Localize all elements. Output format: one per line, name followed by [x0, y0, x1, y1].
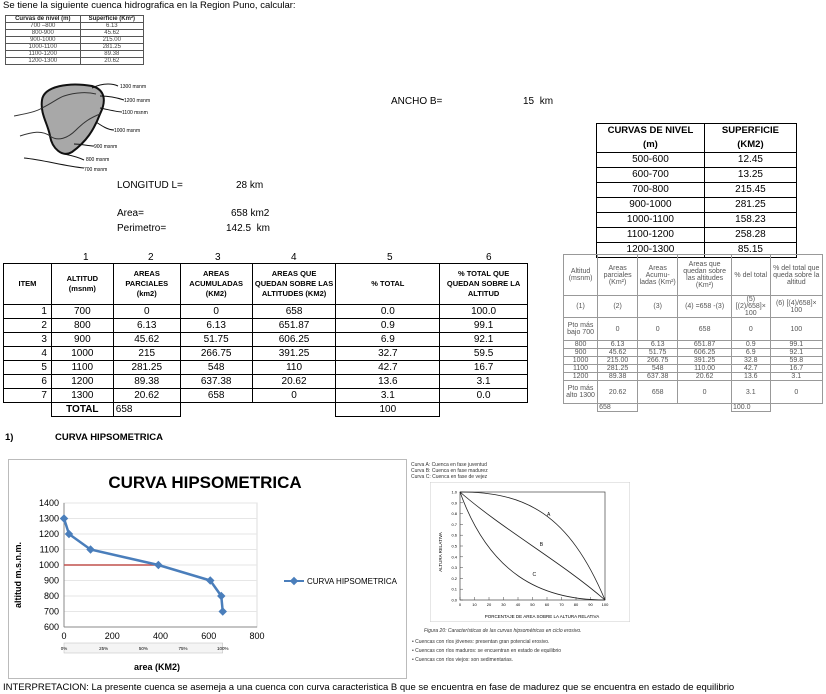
data-point	[154, 561, 162, 569]
cell: 20.62	[252, 375, 336, 389]
cell: 100.0	[731, 404, 770, 412]
cell: 3.1	[770, 373, 822, 381]
cell: 900	[564, 349, 598, 357]
table-row	[597, 213, 797, 228]
total-row	[4, 403, 528, 417]
y-tick-label: 1300	[38, 513, 59, 524]
cell: 20.62	[678, 373, 732, 381]
cell: 6	[4, 375, 52, 389]
scan-header: Areas parciales (Km²)	[598, 255, 638, 296]
longitud-label: LONGITUD L=	[117, 180, 183, 191]
cell: 1200-1300	[6, 58, 81, 65]
y-tick-label: 800	[43, 591, 59, 601]
cell: 59.8	[770, 357, 822, 365]
scan-table	[563, 254, 823, 412]
cell: 0	[770, 381, 822, 404]
bullet-item: • Cuencas con ríos jóvenes: presentan gran potencial erosivo.	[412, 639, 550, 645]
figure-bullets	[412, 638, 561, 665]
figure-curve	[460, 492, 605, 600]
y-tick-label: 1200	[38, 529, 59, 539]
blank-cell	[770, 404, 822, 412]
cell: 6.13	[180, 319, 252, 333]
caption-line: Curva B: Cuenca en fase madurez	[411, 468, 488, 474]
figure-y-tick-label: 0.1	[451, 586, 457, 592]
reference-curves	[430, 482, 630, 622]
figure-y-tick-label: 0.7	[451, 521, 457, 527]
cell: 1000	[564, 357, 598, 365]
figure-captions	[411, 462, 488, 480]
longitud-unit: km	[249, 180, 264, 191]
cell: 13.6	[731, 373, 770, 381]
cell: 0	[678, 381, 732, 404]
cell: 215.00	[598, 357, 638, 365]
chart-ticks	[39, 498, 265, 653]
main-header: % TOTAL QUE QUEDAN SOBRE LA ALTITUD	[440, 264, 528, 305]
table-row	[597, 198, 797, 213]
contour-label: 1200 msnm	[124, 98, 151, 104]
cell: 1000-1100	[597, 213, 705, 228]
cell: 700 –800	[6, 23, 81, 30]
cell: 6.13	[638, 341, 678, 349]
blank-cell	[440, 403, 528, 417]
cell: 51.75	[638, 349, 678, 357]
cell: 20.62	[113, 389, 180, 403]
cell: 637.38	[180, 375, 252, 389]
figure-x-tick-label: 40	[515, 602, 521, 607]
cell: 548	[638, 365, 678, 373]
table-row	[4, 361, 528, 375]
cell: 100	[770, 318, 822, 341]
cell: 0	[598, 318, 638, 341]
hypsometric-reference-figure	[410, 460, 635, 670]
blank-cell	[4, 403, 52, 417]
cell: 59.5	[440, 347, 528, 361]
cell: 0	[113, 305, 180, 319]
cell: 215	[113, 347, 180, 361]
table-row	[6, 30, 144, 37]
section-number: 1)	[5, 432, 14, 443]
cell: 89.38	[598, 373, 638, 381]
contour-label: 700 msnm	[84, 167, 108, 173]
cell: 658	[678, 318, 732, 341]
figure-axes	[451, 490, 609, 608]
cell: 658	[252, 305, 336, 319]
cell: 6.13	[113, 319, 180, 333]
cell: 266.75	[638, 357, 678, 365]
cell: 6.9	[336, 333, 440, 347]
figure-y-tick-label: 0.3	[451, 565, 457, 571]
header-text: Se tiene la siguiente cuenca hidrografica en la Region Puno, calcular:	[3, 0, 296, 11]
x-tick-label: 0	[61, 631, 67, 641]
cell: 500-600	[597, 153, 705, 168]
section-title: CURVA HIPSOMETRICA	[55, 432, 164, 443]
data-point	[60, 514, 68, 522]
cell: 6.13	[80, 23, 143, 30]
figure-y-tick-label: 1.0	[451, 489, 457, 495]
chart-svg	[9, 460, 406, 678]
percent-tick-label: 0%	[60, 646, 68, 651]
cell: 0	[731, 318, 770, 341]
area-unit: km2	[250, 208, 270, 219]
scan-sub: (2)	[598, 296, 638, 318]
cell: 4	[4, 347, 52, 361]
contour-label: 800 msnm	[86, 157, 110, 163]
cell: 600-700	[597, 168, 705, 183]
main-header: ALTITUD (msnm)	[51, 264, 113, 305]
cell: 45.62	[80, 30, 143, 37]
cell: 1200-1300	[597, 243, 705, 258]
scan-header: Areas Acumu- ladas (Km²)	[638, 255, 678, 296]
cell: 1100	[51, 361, 113, 375]
table-row	[564, 404, 823, 412]
scan-header: % del total	[731, 255, 770, 296]
table-row	[4, 347, 528, 361]
cell: 85.15	[704, 243, 796, 258]
x-tick-label: 800	[249, 631, 265, 641]
cell: 1100	[564, 365, 598, 373]
scan-sub: (3)	[638, 296, 678, 318]
cell: 1300	[51, 389, 113, 403]
table-row	[564, 349, 823, 357]
top-table-header: Curvas de nivel (m)	[6, 16, 81, 23]
cell: 900-1000	[597, 198, 705, 213]
blank-cell	[252, 403, 336, 417]
cell: 12.45	[704, 153, 796, 168]
figure-x-tick-label: 90	[588, 602, 593, 607]
x-axis-label: area (KM2)	[133, 662, 181, 672]
table-row	[564, 341, 823, 349]
ancho-label: ANCHO B=	[391, 96, 443, 107]
figure-x-tick-label: 50	[530, 602, 535, 607]
table-row	[4, 333, 528, 347]
col-number: 3	[215, 252, 221, 263]
curvas-header: SUPERFICIE (KM2)	[704, 124, 796, 153]
blank-cell	[638, 404, 678, 412]
contour-label: 1300 msnm	[120, 84, 147, 90]
area-value	[231, 208, 269, 219]
percent-tick-label: 100%	[216, 646, 229, 651]
cell: 658	[180, 389, 252, 403]
figure-xlabel: PORCENTAJE DE AREA SOBRE LA ALTURA RELATIVA	[484, 614, 600, 619]
table-row	[4, 389, 528, 403]
cell: 110.00	[678, 365, 732, 373]
cell: 89.38	[80, 51, 143, 58]
figure-x-tick-label: 70	[559, 602, 564, 607]
cell: 658	[638, 381, 678, 404]
bullet-item: • Cuencas con ríos viejos: son sedimentarias.	[412, 657, 513, 663]
cell: 0	[638, 318, 678, 341]
cell: 32.8	[731, 357, 770, 365]
cell: 99.1	[770, 341, 822, 349]
cell: 800	[564, 341, 598, 349]
cell: 13.6	[336, 375, 440, 389]
figure-x-tick-label: 30	[501, 602, 506, 607]
table-row	[6, 58, 144, 65]
cell: 0	[180, 305, 252, 319]
percent-tick-label: 50%	[138, 646, 148, 651]
cell: 32.7	[336, 347, 440, 361]
scan-sub: (6) [(4)/658]× 100	[770, 296, 822, 318]
y-tick-label: 600	[43, 622, 59, 632]
bullet-text: Cuencas con ríos maduros: se encuentran en estado de equilibrio	[415, 648, 562, 654]
blank-cell	[180, 403, 252, 417]
main-header: AREAS PARCIALES (km2)	[113, 264, 180, 305]
table-row	[564, 381, 823, 404]
figure-x-tick-label: 20	[486, 602, 492, 607]
blank-cell	[564, 404, 598, 412]
y-tick-label: 1400	[38, 498, 59, 508]
scan-header: Altitud (msnm)	[564, 255, 598, 296]
col-number: 2	[148, 252, 154, 263]
figure-x-tick-label: 60	[544, 602, 550, 607]
table-row	[564, 357, 823, 365]
cell: 900	[51, 333, 113, 347]
hypsometric-chart	[8, 459, 407, 679]
cell: 1100-1200	[597, 228, 705, 243]
main-header: % TOTAL	[336, 264, 440, 305]
cell: 1200	[51, 375, 113, 389]
table-row	[597, 168, 797, 183]
interpretation-text: INTERPRETACION: La presente cuenca se asemeja a una cuenca con curva caracteristica B que se encuentra en fase de madurez que se encuentra en estado de equilibrio	[3, 682, 735, 693]
table-row	[564, 373, 823, 381]
perimetro-number: 142.5	[226, 223, 252, 234]
caption-line: Curva C: Cuenca en fase de vejez	[411, 474, 488, 480]
longitud-number: 28	[236, 180, 248, 191]
figure-y-tick-label: 0.5	[451, 543, 457, 549]
scan-sub: (4) =658 -(3)	[678, 296, 732, 318]
cell: 700-800	[597, 183, 705, 198]
figure-ylabel: ALTURA RELATIVA	[438, 532, 443, 572]
cell: 258.28	[704, 228, 796, 243]
col-number: 5	[387, 252, 393, 263]
cell: 1	[4, 305, 52, 319]
longitud-value	[236, 180, 263, 191]
contour-label: 900 msnm	[94, 144, 118, 150]
cell: 1000-1100	[6, 44, 81, 51]
cell: 0.9	[731, 341, 770, 349]
cell: 3.1	[731, 381, 770, 404]
table-row	[4, 375, 528, 389]
cell: 42.7	[731, 365, 770, 373]
figure-curve-label: B	[539, 542, 544, 548]
main-header: AREAS ACUMULADAS (KM2)	[180, 264, 252, 305]
figure-y-tick-label: 0.0	[451, 597, 457, 603]
figure-x-tick-label: 0	[458, 602, 462, 607]
data-point	[218, 607, 226, 615]
table-row	[597, 228, 797, 243]
legend-marker	[290, 577, 298, 585]
cell: 1000	[51, 347, 113, 361]
cell: Pto más alto 1300	[564, 381, 598, 404]
col-number: 6	[486, 252, 492, 263]
y-axis-label: altitud m.s.n.m.	[13, 541, 23, 609]
ancho-number: 15	[523, 96, 535, 107]
scan-header: Areas que quedan sobre las altitudes (Km²)	[678, 255, 732, 296]
col-number: 1	[83, 252, 89, 263]
cell: 651.87	[678, 341, 732, 349]
x-tick-label: 400	[152, 631, 169, 641]
legend-label: CURVA HIPSOMETRICA	[307, 577, 397, 586]
scan-sub: (5) [(2)/658]× 100	[731, 296, 770, 318]
total-label: TOTAL	[51, 403, 113, 417]
figure-x-tick-label: 10	[472, 602, 477, 607]
bullet-item: • Cuencas con ríos maduros: se encuentran en estado de equilibrio	[412, 648, 562, 654]
cell: 391.25	[678, 357, 732, 365]
figure-y-tick-label: 0.4	[451, 554, 457, 560]
cell: 92.1	[770, 349, 822, 357]
cell: 800	[51, 319, 113, 333]
cell: 110	[252, 361, 336, 375]
contour-label: 1000 msnm	[114, 128, 141, 134]
main-header: AREAS QUE QUEDAN SOBRE LAS ALTITUDES (KM2)	[252, 264, 336, 305]
cell: 606.25	[678, 349, 732, 357]
cell: 3.1	[440, 375, 528, 389]
col-number: 4	[291, 252, 297, 263]
top-table	[5, 15, 144, 65]
bullet-text: Cuencas con ríos jóvenes: presentan gran potencial erosivo.	[415, 639, 550, 645]
table-row	[597, 153, 797, 168]
cell: 0.9	[336, 319, 440, 333]
table-row	[6, 23, 144, 30]
cell: 16.7	[770, 365, 822, 373]
figure-curve-label: A	[547, 511, 551, 518]
x-tick-label: 600	[201, 631, 217, 641]
figure-y-tick-label: 0.6	[451, 532, 457, 538]
y-tick-label: 1000	[38, 560, 59, 570]
cell: 16.7	[440, 361, 528, 375]
cell: 266.75	[180, 347, 252, 361]
figure-x-tick-label: 80	[573, 602, 579, 607]
cell: 658	[598, 404, 638, 412]
figure-curves	[460, 492, 605, 600]
cell: 42.7	[336, 361, 440, 375]
cell: 3.1	[336, 389, 440, 403]
bullet-text: Cuencas con ríos viejos: son sedimentarias.	[415, 657, 513, 663]
cell: Pto más bajo 700	[564, 318, 598, 341]
cell: 548	[180, 361, 252, 375]
y-tick-label: 700	[43, 606, 59, 617]
basin-map	[14, 78, 164, 174]
figure-caption: Figura 20: Características de las curvas hipsométricas en ciclo erosivo.	[424, 628, 582, 634]
cell: 89.38	[113, 375, 180, 389]
cell: 3	[4, 333, 52, 347]
chart-title: CURVA HIPSOMETRICA	[108, 473, 302, 492]
cell: 700	[51, 305, 113, 319]
contour-label: 1100 msnm	[122, 110, 148, 116]
figure-curve-label: C	[532, 572, 537, 579]
cell: 92.1	[440, 333, 528, 347]
cell: 45.62	[598, 349, 638, 357]
figure-y-tick-label: 0.9	[451, 500, 457, 506]
cell: 0.0	[336, 305, 440, 319]
table-row	[4, 305, 528, 319]
x-tick-label: 200	[104, 631, 120, 641]
y-tick-label: 1100	[39, 544, 59, 555]
cell: 281.25	[704, 198, 796, 213]
cell: 1200	[564, 373, 598, 381]
legend	[284, 577, 398, 586]
cell: 20.62	[598, 381, 638, 404]
cell: 158.23	[704, 213, 796, 228]
table-row	[6, 51, 144, 58]
area-number: 658	[231, 208, 248, 219]
cell: 215.45	[704, 183, 796, 198]
top-table-header: Superficie (Km²)	[80, 16, 143, 23]
table-row	[564, 318, 823, 341]
cell: 100.0	[440, 305, 528, 319]
cell: 5	[4, 361, 52, 375]
y-tick-label: 900	[43, 575, 59, 586]
figure-y-tick-label: 0.2	[451, 575, 457, 581]
table-row	[6, 44, 144, 51]
cell: 281.25	[598, 365, 638, 373]
area-label: Area=	[117, 208, 144, 219]
cell: 45.62	[113, 333, 180, 347]
cell: 20.62	[80, 58, 143, 65]
cell: 637.38	[638, 373, 678, 381]
cell: 281.25	[80, 44, 143, 51]
ancho-unit: km	[539, 96, 554, 107]
total-area: 658	[113, 403, 180, 417]
table-row	[597, 183, 797, 198]
cell: 651.87	[252, 319, 336, 333]
caption-line: Curva A: Cuenca en fase juventud	[411, 462, 487, 468]
blank-cell	[678, 404, 732, 412]
percent-tick-label: 75%	[178, 646, 188, 651]
cell: 800-900	[6, 30, 81, 37]
cell: 606.25	[252, 333, 336, 347]
cell: 99.1	[440, 319, 528, 333]
cell: 7	[4, 389, 52, 403]
table-row	[6, 37, 144, 44]
curvas-header: CURVAS DE NIVEL (m)	[597, 124, 705, 153]
cell: 281.25	[113, 361, 180, 375]
cell: 0.0	[440, 389, 528, 403]
main-header: ITEM	[4, 264, 52, 305]
main-table	[3, 263, 528, 417]
cell: 6.9	[731, 349, 770, 357]
table-row	[564, 365, 823, 373]
cell: 51.75	[180, 333, 252, 347]
perimetro-label: Perimetro=	[117, 223, 167, 234]
cell: 1100-1200	[6, 51, 81, 58]
perimetro-value	[226, 223, 270, 234]
cell: 13.25	[704, 168, 796, 183]
cell: 6.13	[598, 341, 638, 349]
scan-sub: (1)	[564, 296, 598, 318]
ancho-value	[523, 96, 553, 107]
cell: 2	[4, 319, 52, 333]
curvas-table	[596, 123, 797, 258]
cell: 900-1000	[6, 37, 81, 44]
figure-x-tick-label: 100	[601, 602, 609, 607]
table-row	[4, 319, 528, 333]
percent-tick-label: 25%	[99, 646, 109, 651]
cell: 391.25	[252, 347, 336, 361]
scan-header: % del total que queda sobre la altitud	[770, 255, 822, 296]
perimetro-unit: km	[256, 223, 270, 234]
cell: 0	[252, 389, 336, 403]
figure-y-tick-label: 0.8	[451, 511, 457, 517]
total-percent: 100	[336, 403, 440, 417]
cell: 215.00	[80, 37, 143, 44]
